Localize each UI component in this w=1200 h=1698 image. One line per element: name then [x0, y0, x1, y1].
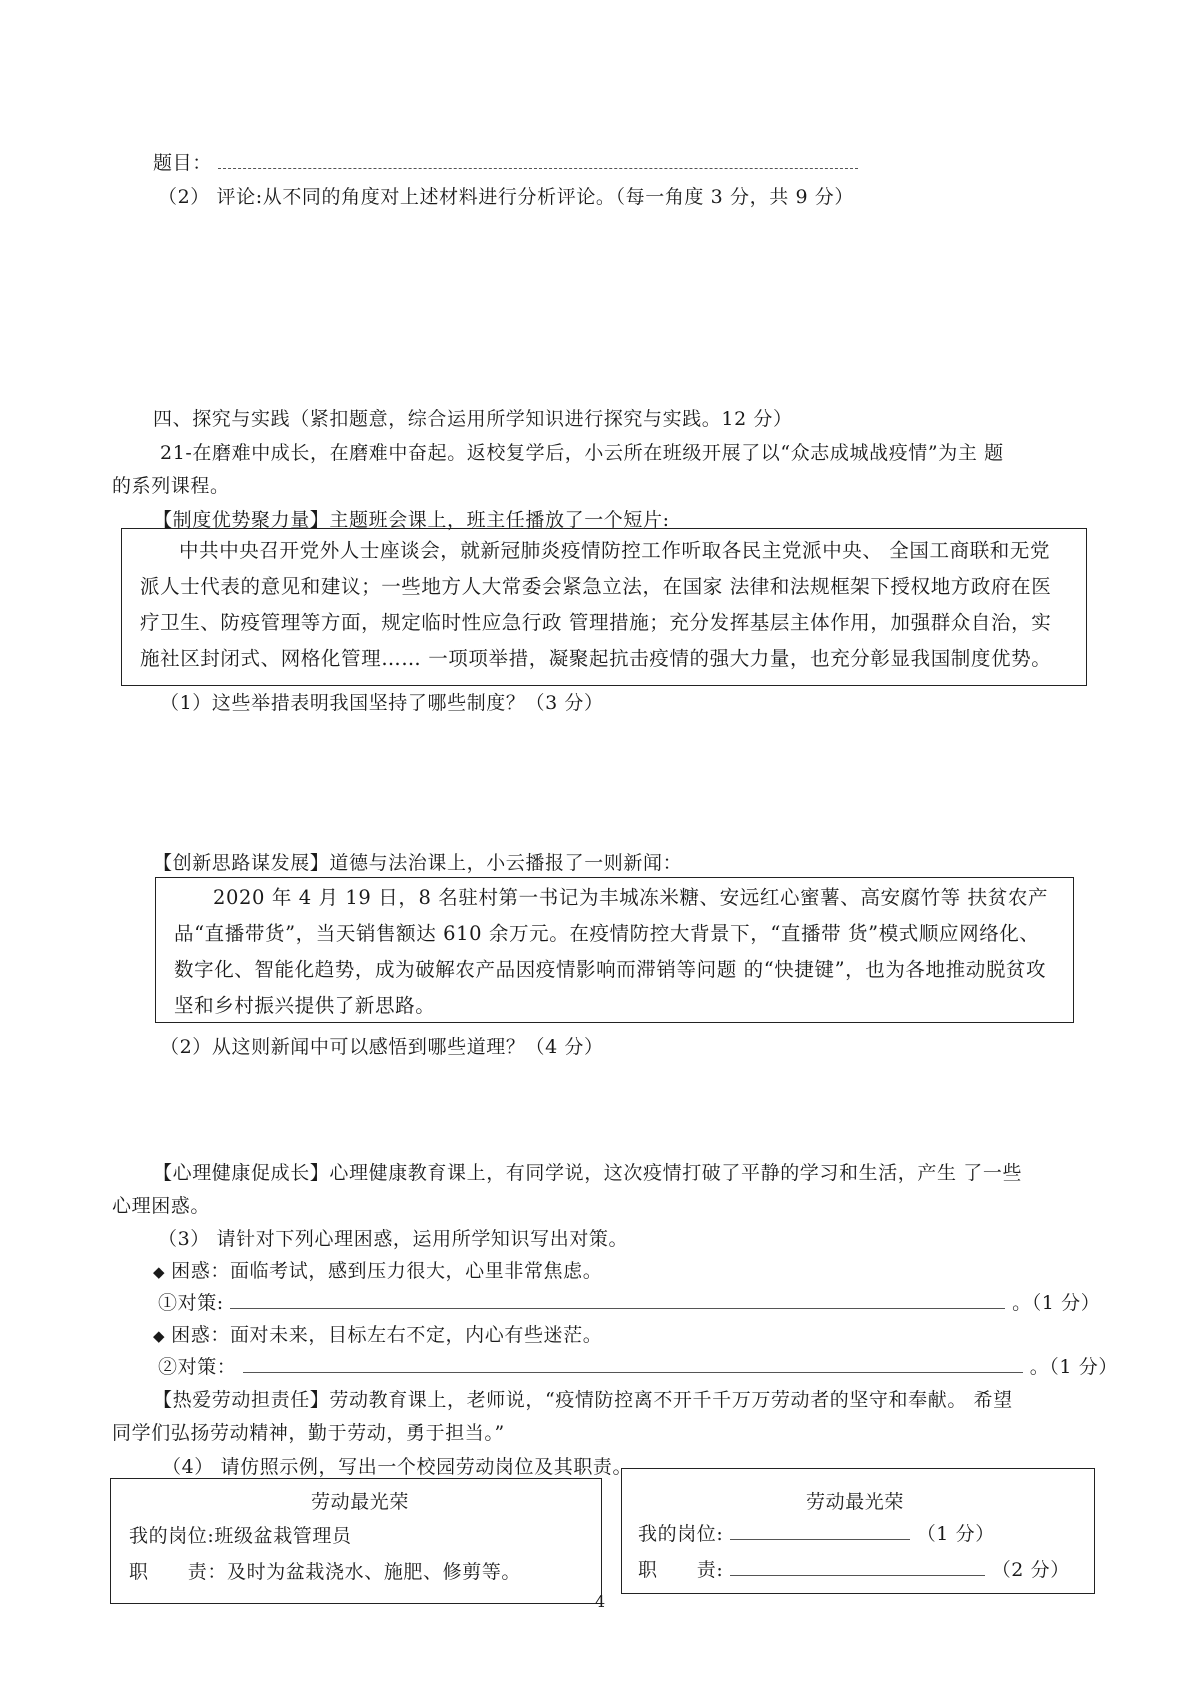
bullet2-text: 困惑：面对未来，目标左右不定，内心有些迷茫。 — [171, 1324, 603, 1346]
section4-heading: 四、探究与实践（紧扣题意，综合运用所学知识进行探究与实践。12 分） — [153, 408, 793, 430]
part3-bullet1 — [153, 1258, 602, 1285]
part3-question: （3） 请针对下列心理困惑，运用所学知识写出对策。 — [158, 1228, 629, 1250]
part1-intro: 【制度优势聚力量】主题班会课上，班主任播放了一个短片: — [153, 509, 670, 531]
title-answer-line[interactable] — [218, 150, 858, 169]
example-duty-label: 职 责： — [129, 1561, 228, 1583]
part4-question: （4） 请仿照示例，写出一个校园劳动岗位及其职责。 — [162, 1456, 633, 1478]
part2-question: （2）从这则新闻中可以感悟到哪些道理？（4 分） — [160, 1036, 604, 1058]
q21-stem-line2: 的系列课程。 — [112, 475, 230, 497]
part2-intro: 【创新思路谋发展】道德与法治课上，小云播报了一则新闻： — [153, 852, 683, 874]
part4-intro-line1: 【热爱劳动担责任】劳动教育课上，老师说，“疫情防控离不开千千万万劳动者的坚守和奉献。 希望 — [153, 1389, 1013, 1411]
part3-bullet2 — [153, 1322, 602, 1349]
q20-comment-question: （2） 评论:从不同的角度对上述材料进行分析评论。（每一角度 3 分，共 9 分） — [158, 186, 854, 208]
answer1-row — [158, 1290, 1100, 1316]
part1-material-box — [121, 528, 1087, 686]
answer2-line[interactable] — [243, 1354, 1023, 1373]
part2-material-text: 2020 年 4 月 19 日，8 名驻村第一书记为丰城冻米糖、安远红心蜜薯、高安腐竹等 扶贫农产品“直播带货”，当天销售额达 610 余万元。在疫情防控大背景下，“直播带 货”模式顺应网络化、数字化、智能化趋势，成为破解农产品因疫情影响而滞销等问题 的“快捷键”，也为各地推动脱贫攻坚和乡村振兴提供了新思路。 — [174, 886, 1049, 1017]
answer1-label: ①对策: — [158, 1292, 224, 1314]
page-number: 4 — [595, 1592, 606, 1611]
part4-intro-line2: 同学们弘扬劳动精神，勤于劳动，勇于担当。” — [112, 1422, 505, 1444]
answer-post-label: 我的岗位: — [638, 1523, 724, 1545]
part1-material-text: 中共中央召开党外人士座谈会，就新冠肺炎疫情防控工作听取各民主党派中央、 全国工商联和无党派人士代表的意见和建议；一些地方人大常委会紧急立法，在国家 法律和法规框架下授权地方政府在医疗卫生、防疫管理等方面，规定临时性应急行政 管理措施；充分发挥基层主体作用，加强群众自治，实施社区封闭式、网格化管理…… 一项项举措，凝聚起抗击疫情的强大力量，也充分彰显我国制度优势。 — [140, 539, 1052, 670]
answer-post-line[interactable] — [730, 1521, 910, 1540]
part3-intro-line1: 【心理健康促成长】心理健康教育课上，有同学说，这次疫情打破了平静的学习和生活，产生 了一些 — [153, 1162, 1023, 1184]
q21-stem-line1: 21-在磨难中成长，在磨难中奋起。返校复学后，小云所在班级开展了以“众志成城战疫情”为主 题 — [160, 442, 1004, 464]
bullet1-text: 困惑：面临考试，感到压力很大，心里非常焦虑。 — [171, 1260, 603, 1282]
answer-duty-row — [638, 1557, 1070, 1583]
example-card-post: 我的岗位:班级盆栽管理员 — [129, 1525, 352, 1547]
answer-post-row — [638, 1521, 995, 1547]
title-label: 题目： — [153, 152, 212, 174]
example-card-title: 劳动最光荣 — [311, 1491, 410, 1513]
example-card-duty — [129, 1559, 521, 1585]
diamond-bullet-icon: ◆ — [153, 1327, 166, 1345]
answer-card-title: 劳动最光荣 — [806, 1491, 905, 1513]
part2-material-box — [155, 877, 1074, 1023]
answer-duty-line[interactable] — [730, 1557, 985, 1576]
answer1-points: 。（1 分） — [1012, 1292, 1101, 1314]
part3-intro-line2: 心理困惑。 — [112, 1195, 211, 1217]
part1-question: （1）这些举措表明我国坚持了哪些制度？（3 分） — [160, 692, 604, 714]
example-duty-text: 及时为盆栽浇水、施肥、修剪等。 — [227, 1561, 522, 1583]
answer2-row — [158, 1354, 1118, 1380]
diamond-bullet-icon: ◆ — [153, 1263, 166, 1281]
title-prompt — [153, 150, 858, 176]
answer-duty-points: （2 分） — [991, 1559, 1070, 1581]
answer-card — [621, 1468, 1095, 1594]
answer-post-points: （1 分） — [916, 1523, 995, 1545]
answer2-points: 。（1 分） — [1029, 1356, 1118, 1378]
answer1-line[interactable] — [230, 1290, 1005, 1309]
answer2-label: ②对策： — [158, 1356, 237, 1378]
example-card — [110, 1478, 602, 1604]
answer-duty-label: 职 责: — [638, 1559, 724, 1581]
